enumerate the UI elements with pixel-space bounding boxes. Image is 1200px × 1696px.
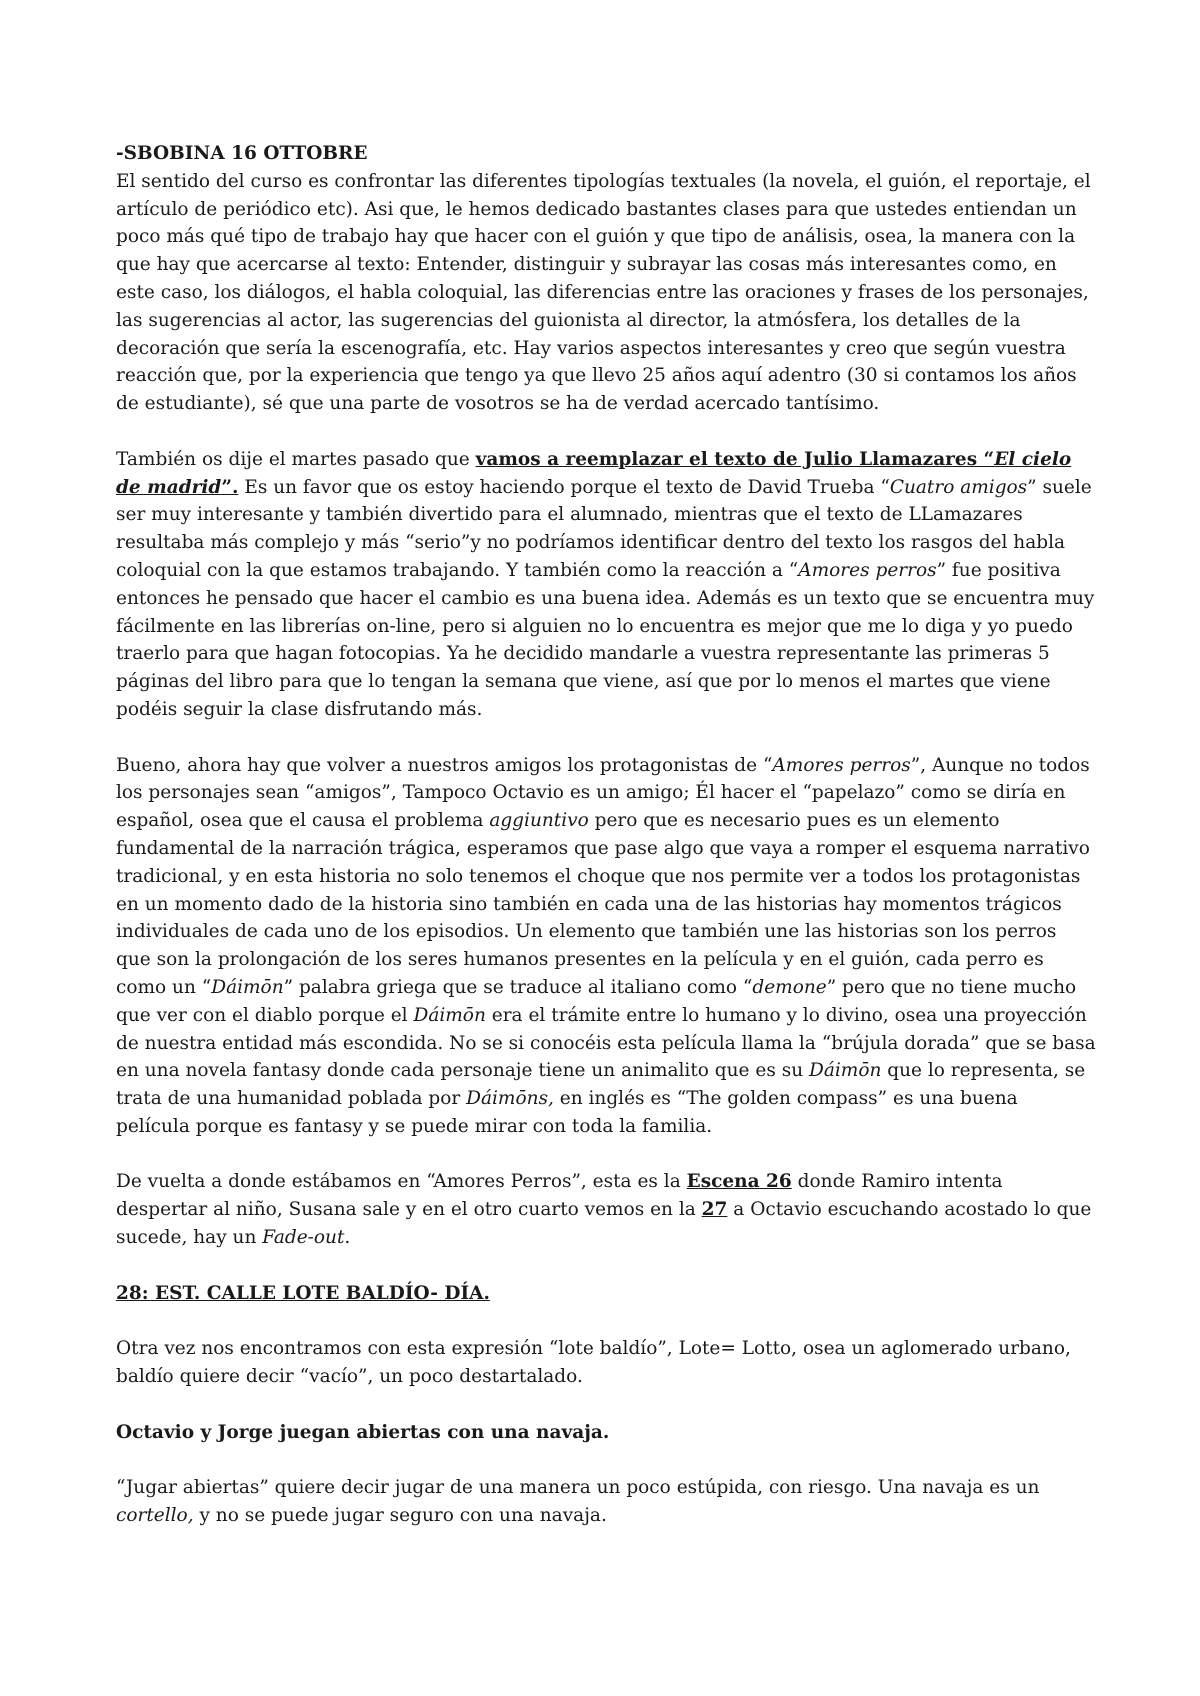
paragraph-scenes: [116, 1168, 1096, 1251]
text-run: Es un favor que os estoy haciendo porque el texto de David Trueba “: [238, 476, 890, 498]
text-run: De vuelta a donde estábamos en “Amores Perros”, esta es la: [116, 1171, 687, 1193]
text-run: “Jugar abiertas” quiere decir jugar de una manera un poco estúpida, con riesgo. Una navaja es un: [116, 1477, 1040, 1499]
italic-term: Dáimōn: [413, 1004, 486, 1026]
scene-28-heading: 28: EST. CALLE LOTE BALDÍO- DÍA.: [116, 1282, 490, 1304]
bold-underline-run: ”.: [221, 476, 239, 498]
italic-term: cortello,: [116, 1505, 194, 1527]
text-run: que lo representa, se trata de una humanidad poblada por: [116, 1060, 1086, 1110]
paragraph-jugar-abiertas: [116, 1474, 1096, 1530]
paragraph-amores-perros: [116, 752, 1096, 1141]
scene-27-label: 27: [701, 1199, 728, 1221]
paragraph-text-change: [116, 446, 1096, 724]
italic-term: Dáimōn: [809, 1060, 882, 1082]
text-run: También os dije el martes pasado que: [116, 448, 476, 470]
text-run: Bueno, ahora hay que volver a nuestros amigos los protagonistas de “: [116, 754, 773, 776]
book-title-el-cielo-de-madrid: El cielo de madrid: [116, 448, 1072, 498]
text-run: y no se puede jugar seguro con una navaja.: [193, 1505, 607, 1527]
paragraph-script-line: Octavio y Jorge juegan abiertas con una navaja.: [116, 1421, 610, 1443]
text-run: ” pero que no tiene mucho que ver con el diablo porque el: [116, 976, 1077, 1026]
paragraph-intro: El sentido del curso es confrontar las diferentes tipologías textuales (la novela, el guión, el reportaje, el artículo de periódico etc). Asi que, le hemos dedicado bastantes clases para que ustedes entiendan un poco más qué tipo de trabajo hay que hacer con el guión y que tipo de análisis, osea, la manera con la que hay que acercarse al texto: Entender, distinguir y subrayar las cosas más interesantes como, en este caso, los diálogos, el habla coloquial, las diferencias entre las oraciones y frases de los personajes, las sugerencias al actor, las sugerencias del guionista al director, la atmósfera, los detalles de la decoración que sería la escenografía, etc. Hay varios aspectos interesantes y creo que según vuestra reacción que, por la experiencia que tengo ya que llevo 25 años aquí adentro (30 si contamos los años de estudiante), sé que una parte de vosotros se ha de verdad acercado tantísimo.: [116, 170, 1091, 415]
text-run: ” palabra griega que se traduce al italiano como “: [283, 976, 753, 998]
italic-term: Dáimōn: [211, 976, 284, 998]
text-run: a Octavio escuchando acostado lo que sucede, hay un: [116, 1199, 1092, 1249]
italic-term: demone: [752, 976, 827, 998]
text-run: pero que es necesario pues es un elemento fundamental de la narración trágica, esperamos que pase algo que vaya a romper el esquema narrativo tradicional, y en esta historia no solo tenemos el choque que nos permite ver a todos los protagonistas en un momento dado de la historia sino también en cada una de las historias hay momentos trágicos individuales de cada uno de los episodios. Un elemento que también une las historias son los perros que son la prolongación de los seres humanos presentes en la película y en el guión, cada perro es como un “: [116, 810, 1090, 998]
film-title-amores-perros: Amores perros: [772, 754, 911, 776]
book-title-cuatro-amigos: Cuatro amigos: [889, 476, 1028, 498]
text-run: donde Ramiro intenta despertar al niño, Susana sale y en el otro cuarto vemos en la: [116, 1171, 1003, 1221]
bold-underline-run: vamos a reemplazar el texto de Julio Llamazares “: [475, 448, 995, 470]
scene-26-label: Escena 26: [686, 1171, 792, 1193]
italic-term: aggiuntivo: [489, 810, 589, 832]
italic-term: Fade-out: [262, 1227, 345, 1249]
text-run: ” suele ser muy interesante y también divertido para el alumnado, mientras que el texto de LLamazares resultaba más complejo y más “serio”y no podríamos identificar dentro del texto los rasgos del habla coloquial con la que estamos trabajando. Y también como la reacción a “: [116, 476, 1092, 581]
text-run: en inglés es “The golden compass” es una buena película porque es fantasy y se puede mirar con toda la familia.: [116, 1088, 1018, 1137]
film-title-amores-perros: Amores perros: [798, 559, 937, 581]
text-run: ” fue positiva entonces he pensado que hacer el cambio es una buena idea. Además es un texto que se encuentra muy fácilmente en las librerías on-line, pero si alguien no lo encuentra es mejor que me lo diga y yo puedo traerlo para que hagan fotocopias. Ya he decidido mandarle a vuestra representante las primeras 5 páginas del libro para que lo tengan la semana que viene, así que por lo menos el martes que viene podéis seguir la clase disfrutando más.: [116, 559, 1095, 720]
document-title: -SBOBINA 16 OTTOBRE: [116, 143, 368, 164]
document-page: [116, 140, 1096, 1530]
text-run: .: [344, 1227, 351, 1249]
text-run: ”, Aunque no todos los personajes sean “amigos”, Tampoco Octavio es un amigo; Él hacer el “papelazo” como se diría en español, osea que el causa el problema: [116, 754, 1090, 832]
text-run: era el trámite entre lo humano y lo divino, osea una proyección de nuestra entidad más escondida. No se si conocéis esta película llama la “brújula dorada” que se basa en una novela fantasy donde cada personaje tiene un animalito que es su: [116, 1004, 1096, 1082]
italic-term: Dáimōns,: [466, 1088, 554, 1110]
paragraph-lote-baldio: Otra vez nos encontramos con esta expresión “lote baldío”, Lote= Lotto, osea un aglomerado urbano, baldío quiere decir “vacío”, un poco destartalado.: [116, 1338, 1071, 1388]
